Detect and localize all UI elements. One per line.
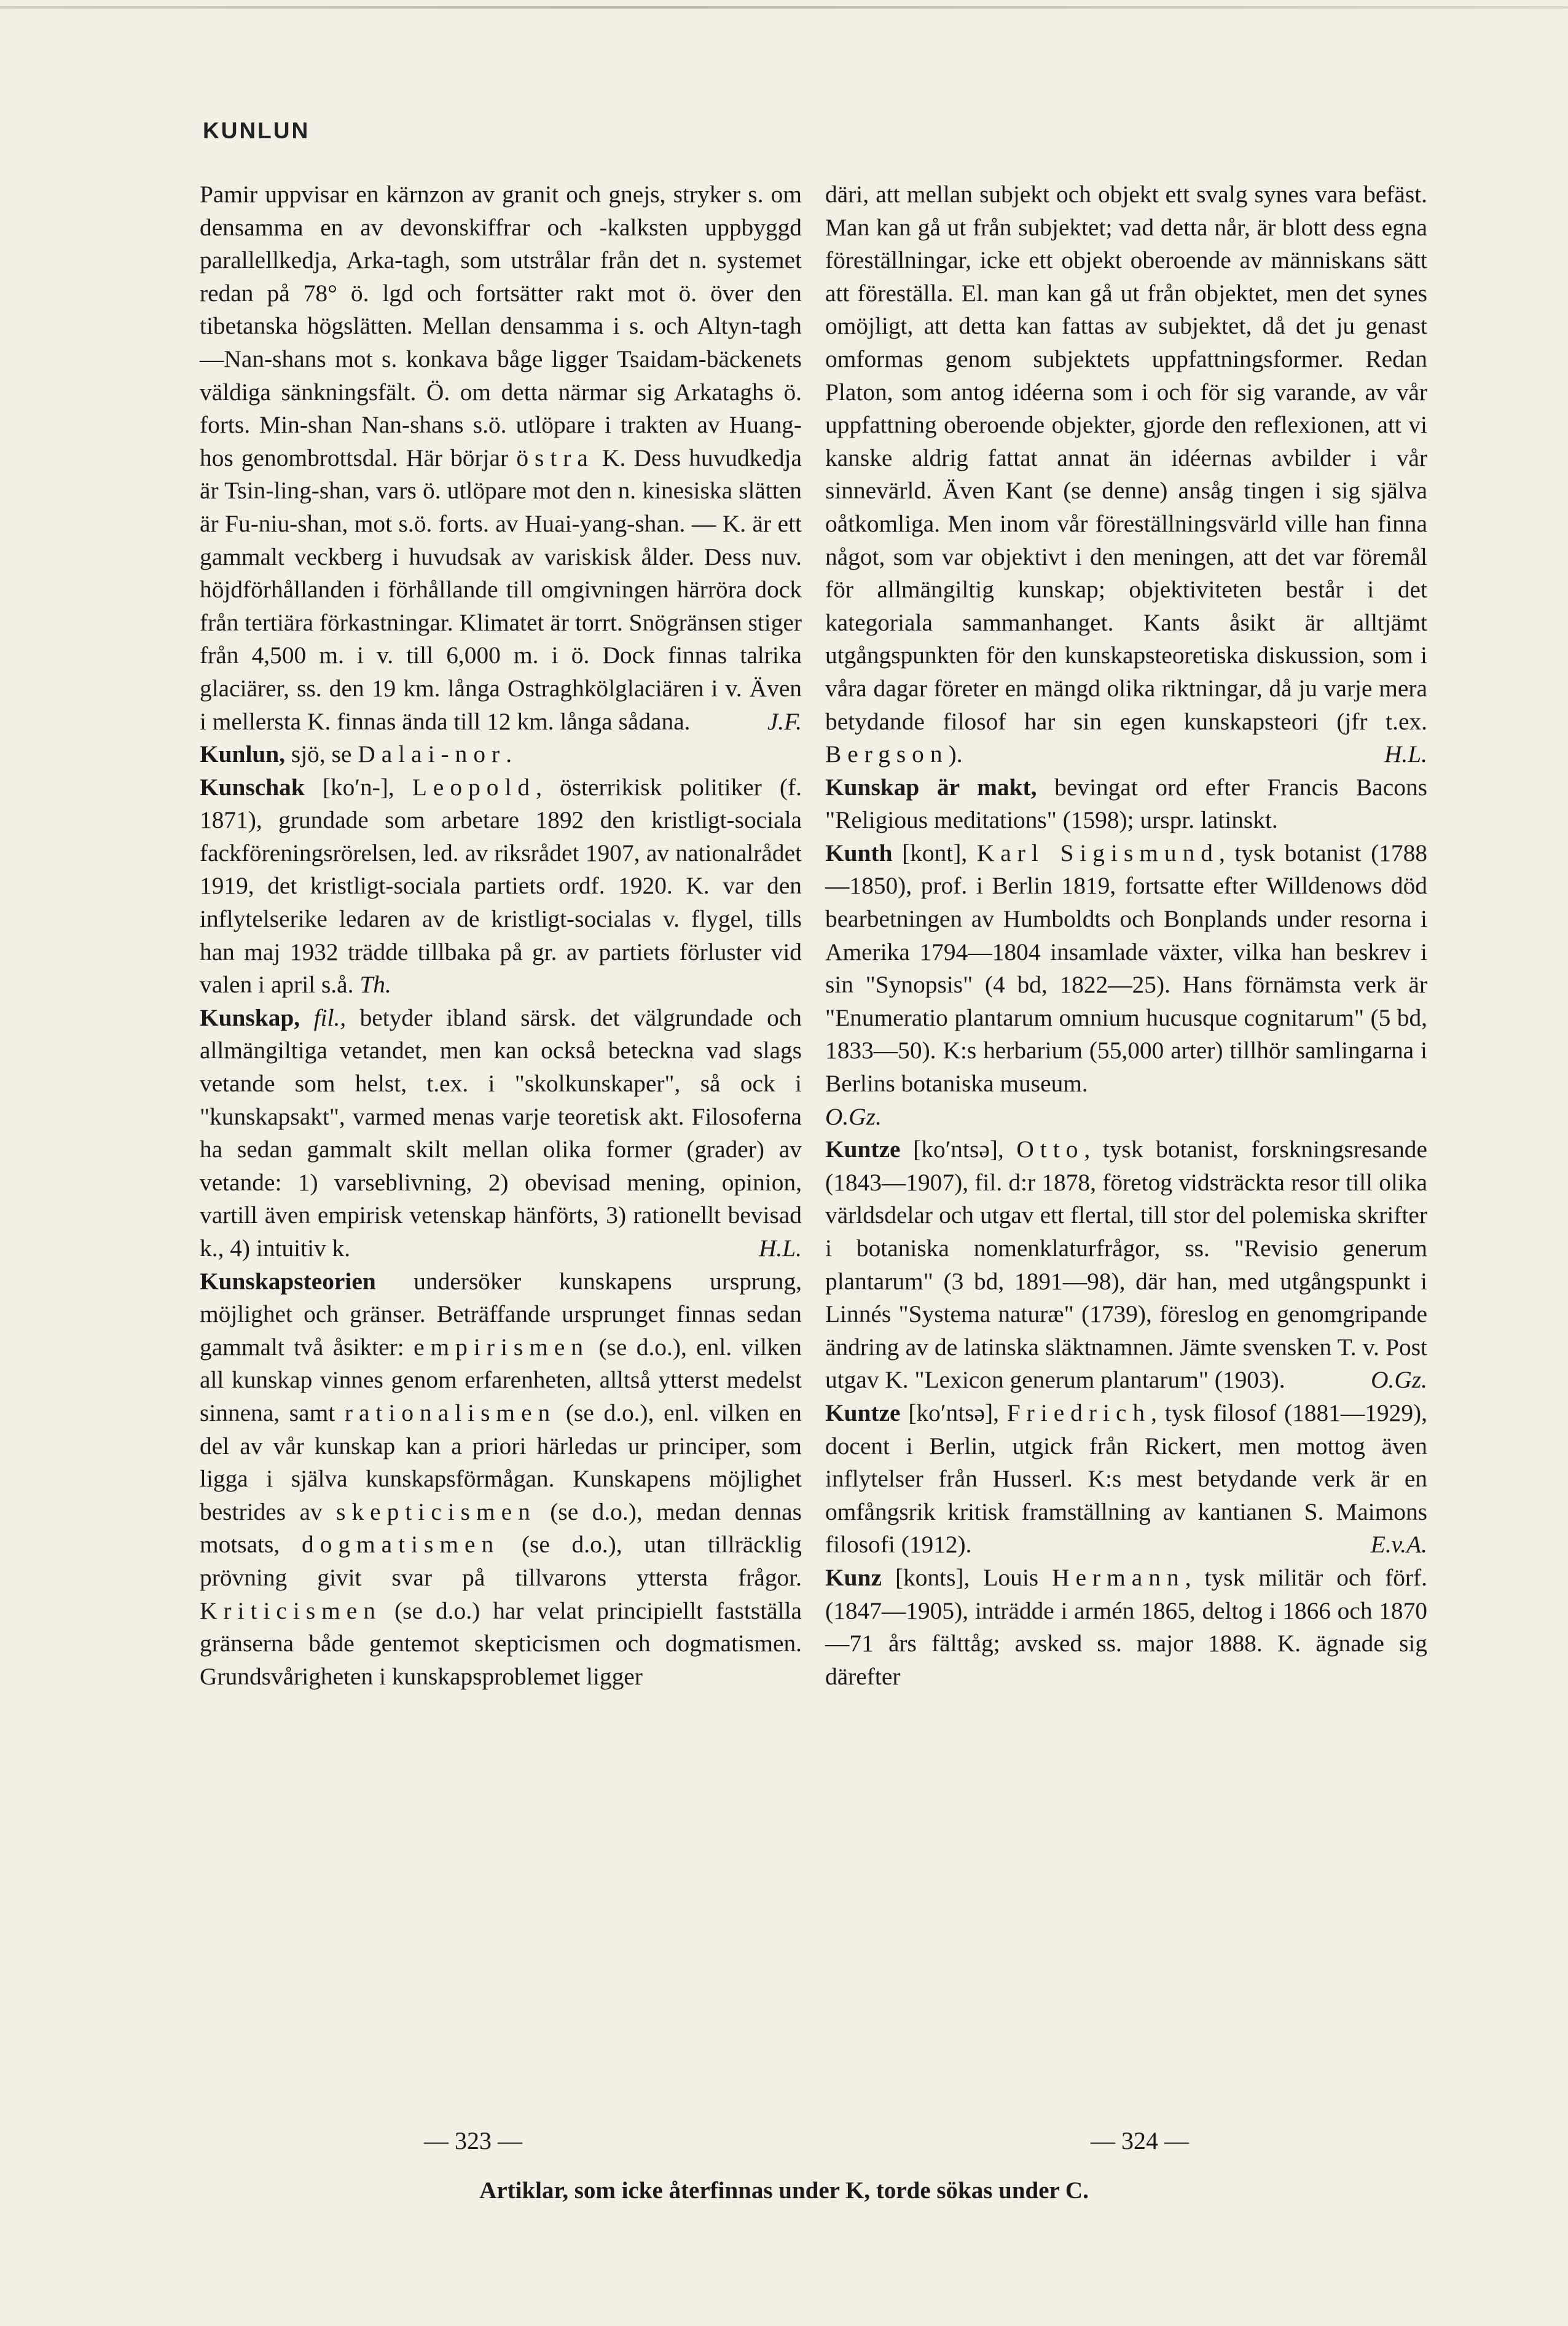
- headword: Kunz: [825, 1563, 882, 1591]
- page-number-right: — 324 —: [1091, 2127, 1189, 2155]
- author-signature: E.v.A.: [1370, 1531, 1427, 1558]
- page-number-left: — 323 —: [424, 2127, 522, 2155]
- entry-kunschak: Kunschak [ko′n-], Leopold, österrikisk politiker (f. 1871), grundade som arbetare 1892 den kristligt-sociala fackföreningsrörelsen, led. av riksrådet 1907, av nationalrådet 1919, det kristligt-sociala partiets ordf. 1920. K. var den inflytelserike ledaren av de kristligt-socialas v. flygel, tills han maj 1932 trädde tillbaka på gr. av partiets förluster vid valen i april s.å. Th.: [200, 773, 802, 999]
- footer-note: Artiklar, som icke återfinnas under K, torde sökas under C.: [479, 2177, 1089, 2204]
- entry-kunskap: Kunskap, fil., betyder ibland särsk. det välgrundade och allmängiltiga vetandet, men kan också beteckna vad slags vetande som helst, t.ex. i "skolkunskaper", så ock i "kunskapsakt", varmed menas varje teoretisk akt. Filosoferna ha sedan gammalt skilt mellan olika former (grader) av vetande: 1) varseblivning, 2) obevisad mening, opinion, vartill även empirisk vetenskap hänförts, 3) rationellt bevisad k., 4) intuitiv k. H.L.: [200, 1002, 802, 1265]
- left-column: [200, 178, 802, 1693]
- headword: Kunskap är makt,: [825, 773, 1037, 801]
- entry-kuntze-otto: Kuntze [ko′ntsə], Otto, tysk botanist, forskningsresande (1843—1907), fil. d:r 1878, företog vidsträckta resor till olika världsdelar och utgav ett flertal, till stor del polemiska skrifter i botaniska nomenklaturfrågor, ss. "Revisio generum plantarum" (3 bd, 1891—98), där han, med utgångspunkt i Linnés "Systema naturæ" (1739), föreslog en genomgripande ändring av de latinska släktnamnen. Jämte svensken T. v. Post utgav K. "Lexicon generum plantarum" (1903). O.Gz.: [825, 1133, 1427, 1397]
- author-signature: Th.: [359, 971, 391, 999]
- headword: Kunskap,: [200, 1004, 300, 1031]
- scan-top-edge: [0, 6, 1568, 9]
- entry-continuation: däri, att mellan subjekt och objekt ett svalg synes vara befäst. Man kan gå ut från subjektet; vad detta når, är blott dess egna föreställningar, icke ett objekt oberoende av människans sätt att föreställa. El. man kan gå ut från objektet, men det synes omöjligt, att detta kan fattas av subjektet, då det ju genast omformas genom subjektets uppfattningsformer. Redan Platon, som antog idéerna som i och för sig varande, av vår uppfattning oberoende objekter, gjorde den reflexionen, att vi kanske aldrig fattat annat än idéernas avbilder i vår sinnevärld. Även Kant (se denne) ansåg tingen i sig själva oåtkomliga. Men inom vår föreställningsvärld ville han finna något, som var objektivt i den meningen, att det var föremål för allmängiltig kunskap; objektiviteten består i det kategoriala sammanhanget. Kants åsikt är alltjämt utgångspunkten för den kunskapsteoretiska diskussion, som i våra dagar företer en mängd olika riktningar, då ju varje mera betydande filosof har sin egen kunskapsteori (jfr t.ex. Bergson). H.L.: [825, 178, 1427, 771]
- entry-kunlun-sjo: Kunlun, sjö, se Dalai-nor.: [200, 741, 512, 768]
- entry-kunz: Kunz [konts], Louis Hermann, tysk militär och förf. (1847—1905), inträdde i armén 1865, deltog i 1866 och 1870—71 års fälttåg; avsked ss. major 1888. K. ägnade sig därefter: [825, 1563, 1427, 1690]
- entry-kunskap-ar-makt: Kunskap är makt, bevingat ord efter Francis Bacons "Religious meditations" (1598); urspr. latinskt.: [825, 773, 1427, 834]
- entry-kunth: Kunth [kont], Karl Sigismund, tysk botanist (1788—1850), prof. i Berlin 1819, fortsatte efter Willdenows död bearbetningen av Humboldts och Bonplands under resorna i Amerika 1794—1804 insamlade växter, vilka han beskrev i sin "Synopsis" (4 bd, 1822—25). Hans förnämsta verk är "Enumeratio plantarum omnium hucusque cognitarum" (5 bd, 1833—50). K:s herbarium (55,000 arter) tillhör samlingarna i Berlins botaniska museum.: [825, 839, 1427, 1098]
- entry-kuntze-friedrich: Kuntze [ko′ntsə], Friedrich, tysk filosof (1881—1929), docent i Berlin, utgick från Rickert, men mottog även inflytelser från Husserl. K:s mest betydande verk är en omfångsrik kritisk framställning av kantianen S. Maimons filosofi (1912). E.v.A.: [825, 1397, 1427, 1562]
- headword: Kunlun,: [200, 741, 286, 768]
- entry-kunskapsteorien: Kunskapsteorien undersöker kunskapens ursprung, möjlighet och gränser. Beträffande ursprunget finnas sedan gammalt två åsikter: empirismen (se d.o.), enl. vilken all kunskap vinnes genom erfarenheten, alltså ytterst medelst sinnena, samt rationalismen (se d.o.), enl. vilken en del av vår kunskap kan a priori härledas ur principer, som ligga i själva kunskapsförmågan. Kunskapens möjlighet bestrides av skepticismen (se d.o.), medan dennas motsats, dogmatismen (se d.o.), utan tillräcklig prövning givit svar på tillvarons yttersta frågor. Kriticismen (se d.o.) har velat principiellt fastställa gränserna både gentemot skepticismen och dogmatismen. Grundsvårigheten i kunskapsproblemet ligger: [200, 1267, 802, 1690]
- author-signature: O.Gz.: [1371, 1366, 1427, 1394]
- entry-continuation: Pamir uppvisar en kärnzon av granit och gnejs, stryker s. om densamma en av devonskiffrar och -kalksten uppbyggd parallellkedja, Arka-tagh, som utstrålar från det n. systemet redan på 78° ö. lgd och fortsätter rakt mot ö. över den tibetanska högslätten. Mellan densamma i s. och Altyn-tagh—Nan-shans mot s. konkava båge ligger Tsaidam-bäckenets väldiga sänkningsfält. Ö. om detta närmar sig Arkataghs ö. forts. Min-shan Nan-shans s.ö. utlöpare i trakten av Huang-hos genombrottsdal. Här börjar östra K. Dess huvudkedja är Tsin-ling-shan, vars ö. utlöpare mot den n. kinesiska slätten är Fu-niu-shan, mot s.ö. forts. av Huai-yang-shan. — K. är ett gammalt veckberg i huvudsak av variskisk ålder. Dess nuv. höjdförhållanden i förhållande till omgivningen härröra dock från tertiära förkastningar. Klimatet är torrt. Snögränsen stiger från 4,500 m. i v. till 6,000 m. i ö. Dock finnas talrika glaciärer, ss. den 19 km. långa Ostraghkölglaciären i v. Även i mellersta K. finnas ända till 12 km. långa sådana. J.F.: [200, 178, 802, 738]
- signature-line: [825, 1101, 1427, 1134]
- running-head: KUNLUN: [203, 118, 310, 143]
- headword: Kuntze: [825, 1399, 901, 1426]
- headword: Kunth: [825, 839, 893, 866]
- headword: Kuntze: [825, 1136, 901, 1163]
- author-signature: J.F.: [767, 707, 802, 735]
- author-signature: H.L.: [1384, 741, 1427, 768]
- headword: Kunschak: [200, 773, 305, 801]
- author-signature: O.Gz.: [825, 1102, 882, 1130]
- headword: Kunskapsteorien: [200, 1267, 376, 1295]
- author-signature: H.L.: [758, 1235, 802, 1262]
- right-column: [825, 178, 1427, 1693]
